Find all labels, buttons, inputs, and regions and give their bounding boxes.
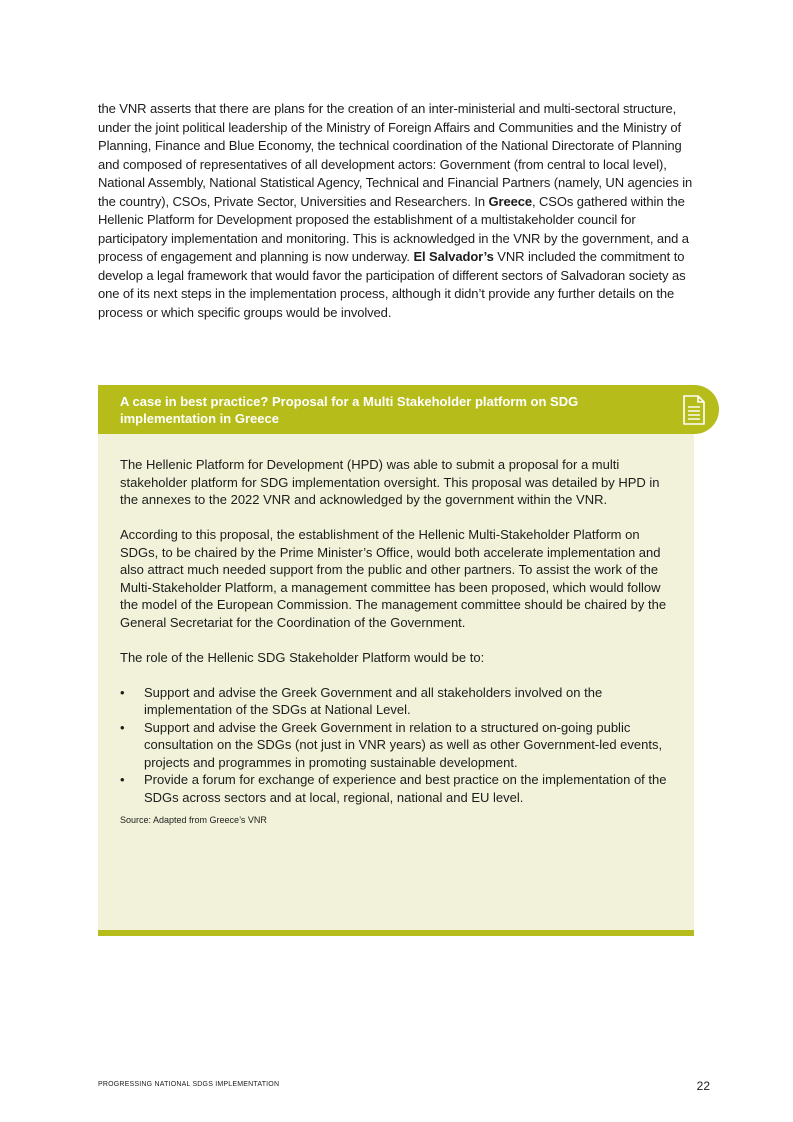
case-box-header	[98, 385, 719, 434]
case-box-bottom-bar	[98, 930, 694, 936]
case-box-body	[98, 434, 694, 930]
bullet-marker: •	[120, 719, 125, 735]
intro-text-3: VNR included the commitment to develop a legal framework that would favor the participation of different sectors of Salvadoran society as one of its next steps in the implementation process, although it didn’t provide any further details on the process or which specific groups would be involved.	[98, 249, 686, 320]
document-icon	[682, 395, 706, 425]
intro-text-1: the VNR asserts that there are plans for the creation of an inter-ministerial and multi-sectoral structure, under the joint political leadership of the Ministry of Foreign Affairs and Communities and the Ministry of Planning, Finance and Blue Economy, the technical coordination of the National Directorate of Planning and composed of representatives of all development actors: Government (from central to local level), National Assembly, National Statistical Agency, Technical and Financial Partners (namely, UN agencies in the country), CSOs, Private Sector, Universities and Researchers. In	[98, 101, 693, 209]
list-item-text: Support and advise the Greek Government and all stakeholders involved on the implementation of the SDGs at National Level.	[144, 684, 603, 717]
case-paragraph-2: According to this proposal, the establishment of the Hellenic Multi-Stakeholder Platform on SDGs, to be chaired by the Prime Minister’s Office, would both accelerate implementation and also attract much needed support from the public and other partners. To assist the work of the Multi-Stakeholder Platform, a management committee has been proposed, which would follow the model of the European Commission. The management committee should be chaired by the General Secretariat for the Coordination of the Government.	[120, 527, 667, 630]
case-paragraph-3: The role of the Hellenic SDG Stakeholder Platform would be to:	[120, 649, 485, 665]
list-item	[120, 771, 672, 806]
list-item	[120, 684, 672, 719]
list-item-text: Provide a forum for exchange of experience and best practice on the implementation of the SDGs across sectors and at local, regional, national and EU level.	[144, 772, 667, 805]
country-greece: Greece	[488, 193, 532, 209]
bullet-marker: •	[120, 772, 125, 787]
page-number: 22	[696, 1079, 710, 1093]
case-bullet-list	[120, 684, 672, 807]
intro-text-2: , CSOs gathered within the Hellenic Platform for Development proposed the establishment of a multistakeholder council for participatory implementation and monitoring. This is acknowledged in the VNR by the government, and a process of engagement and planning is now underway.	[98, 193, 689, 264]
list-item	[120, 719, 672, 772]
case-box-title: A case in best practice? Proposal for a Multi Stakeholder platform on SDG implementation in Greece	[120, 394, 579, 426]
bullet-marker: •	[120, 684, 125, 700]
list-item-text: Support and advise the Greek Government in relation to a structured on-going public consultation on the SDGs (not just in VNR years) as well as other Government-led events, projects and programmes in promoting sustainable development.	[144, 719, 663, 770]
case-paragraph-1: The Hellenic Platform for Development (HPD) was able to submit a proposal for a multi stakeholder platform for SDG implementation oversight. This proposal was detailed by HPD in the annexes to the 2022 VNR and acknowledged by the government within the VNR.	[120, 457, 660, 507]
case-box-content	[120, 456, 672, 826]
source-note: Source: Adapted from Greece’s VNR	[120, 815, 267, 825]
intro-paragraph	[98, 100, 698, 322]
footer-label: PROGRESSING NATIONAL SDGS IMPLEMENTATION	[98, 1081, 280, 1088]
country-el-salvador: El Salvador’s	[413, 249, 494, 264]
